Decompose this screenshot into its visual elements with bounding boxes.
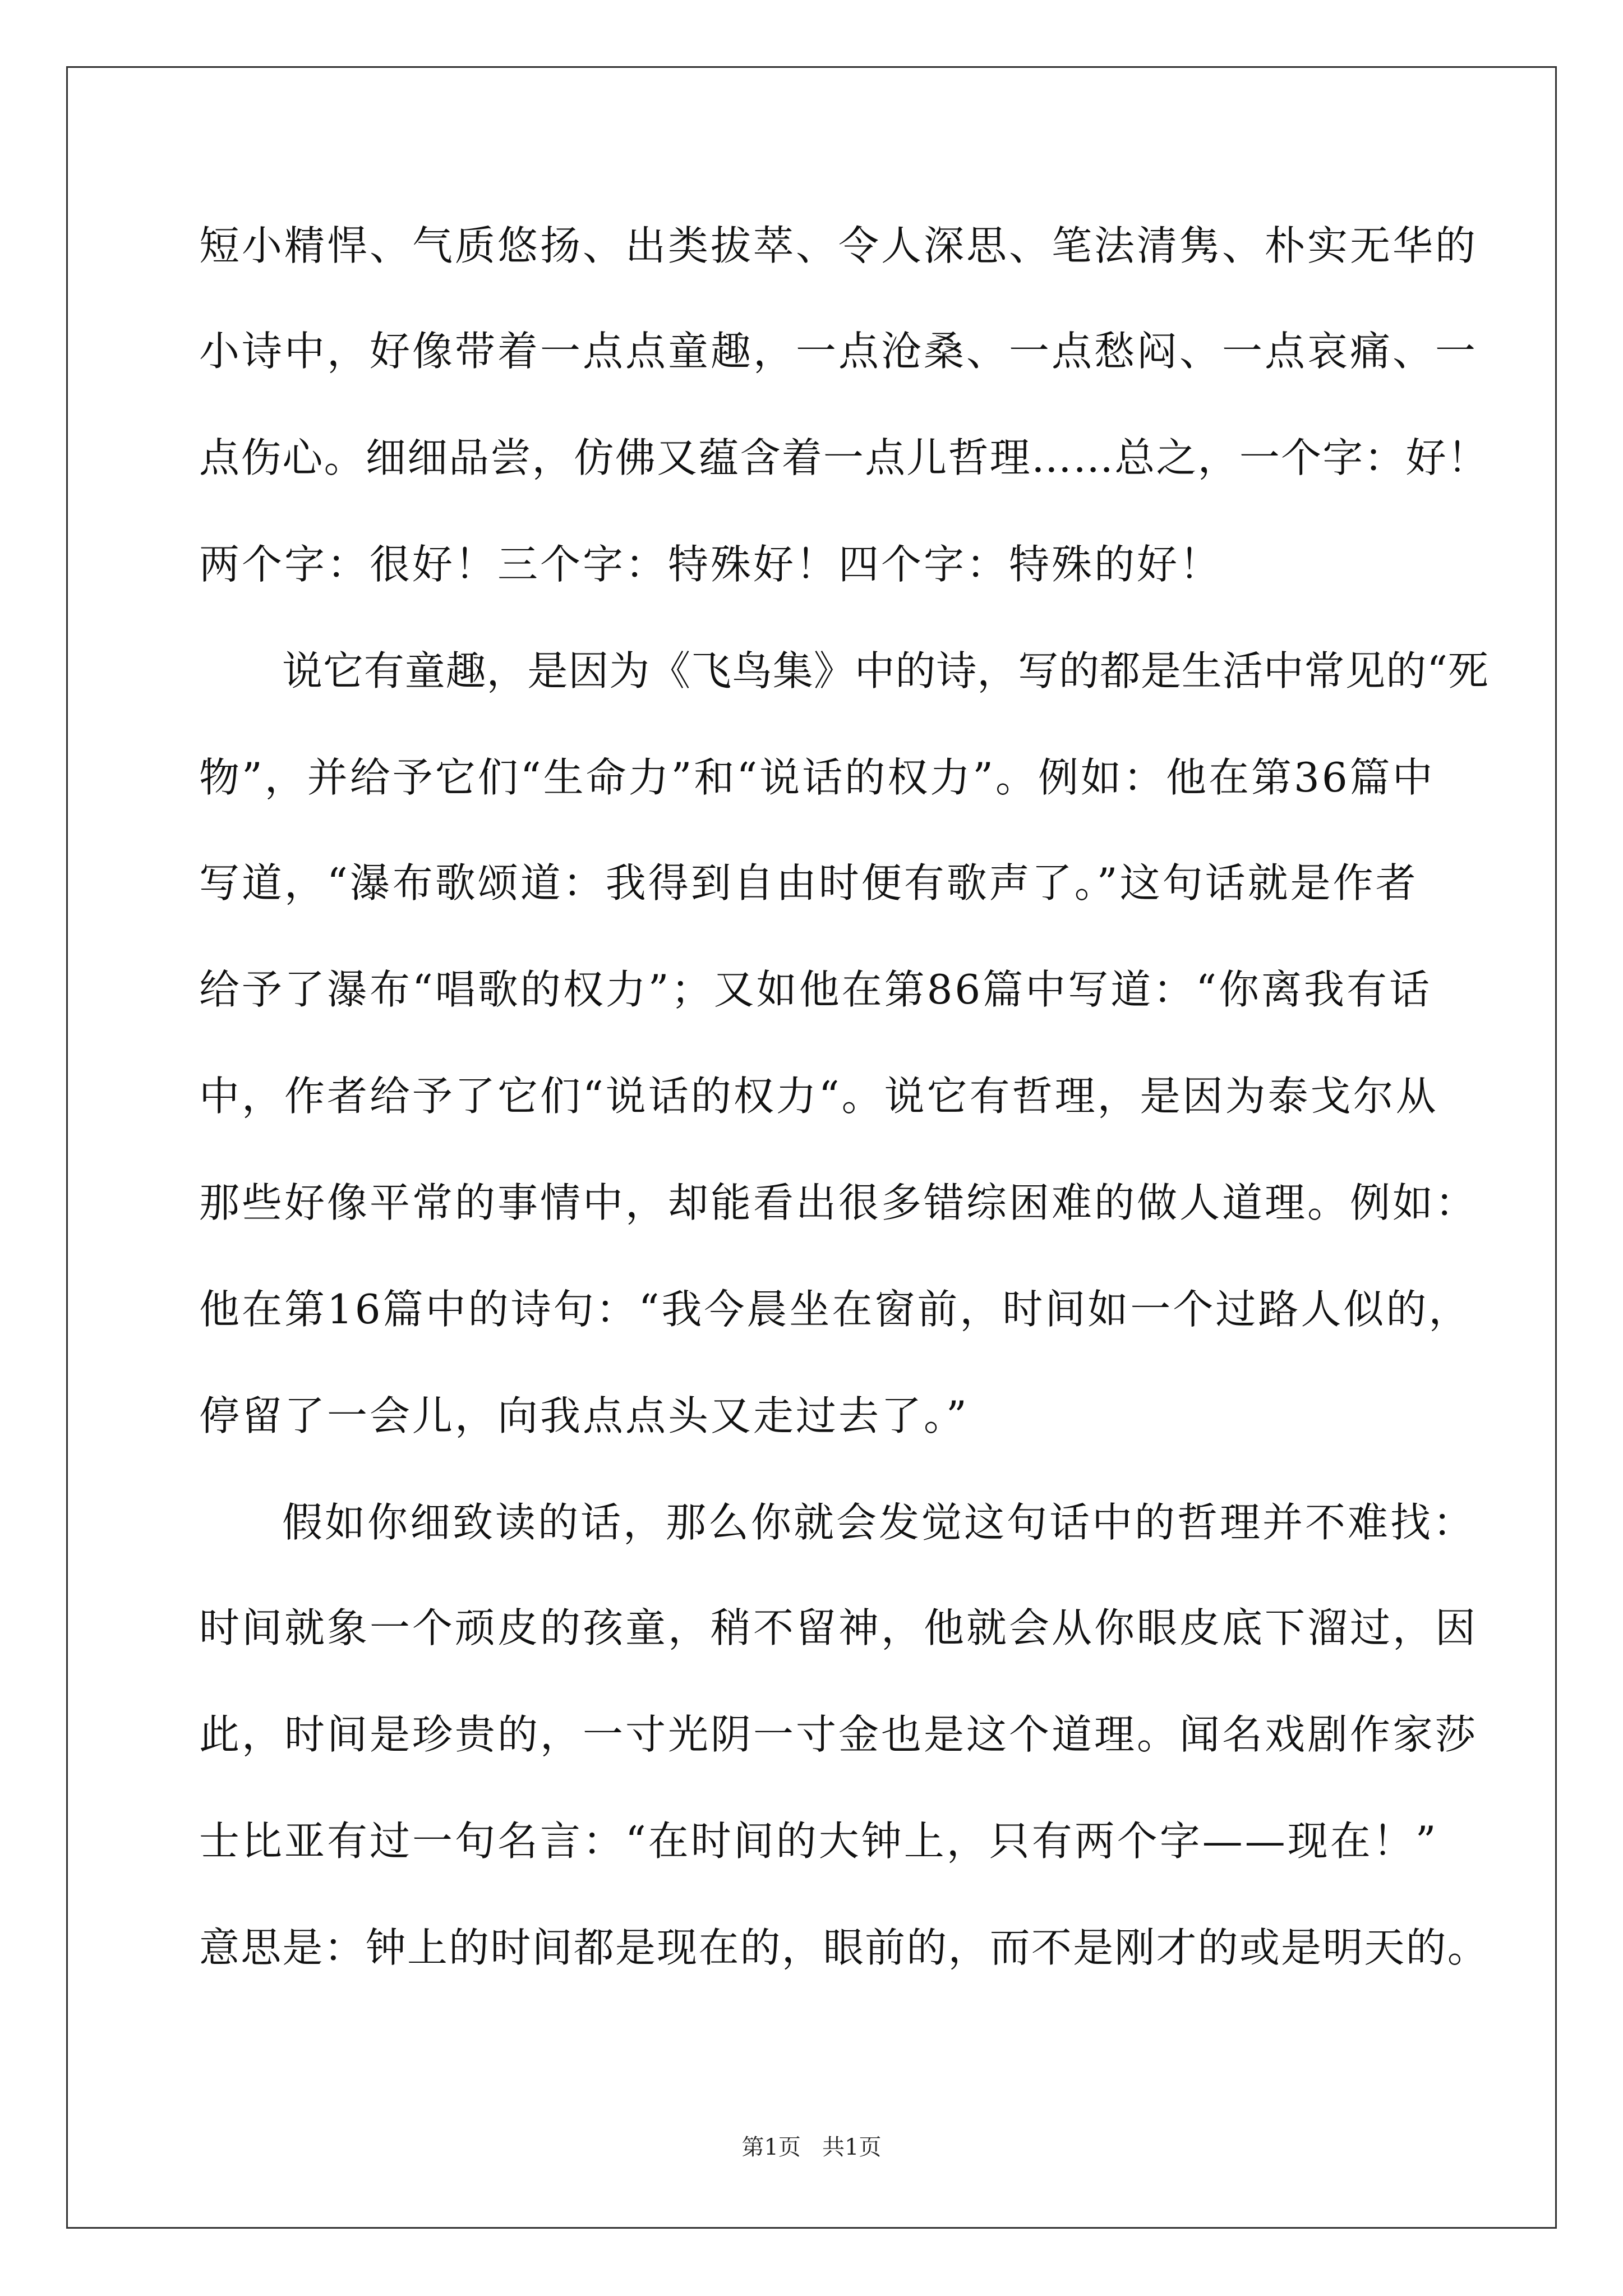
text-line: 停留了一会儿，向我点点头又走过去了。” [199, 1392, 969, 1439]
text-line: 中，作者给予了它们“说话的权力“。说它有哲理，是因为泰戈尔从 [199, 1073, 1438, 1120]
page-number-footer: 第1页 共1页 [741, 2134, 882, 2160]
text-line: 他在第16篇中的诗句：“我今晨坐在窗前，时间如一个过路人似的， [199, 1286, 1472, 1333]
text-line: 说它有童趣，是因为《飞鸟集》中的诗，写的都是生活中常见的“死 [282, 647, 1489, 694]
text-line: 意思是：钟上的时间都是现在的，眼前的，而不是刚才的或是明天的。 [199, 1924, 1490, 1971]
text-line: 假如你细致读的话，那么你就会发觉这句话中的哲理并不难找： [282, 1499, 1476, 1546]
text-line: 物”，并给予它们“生命力”和“说话的权力”。例如：他在第36篇中 [199, 754, 1435, 801]
text-line: 写道，“瀑布歌颂道：我得到自由时便有歌声了。”这句话就是作者 [199, 859, 1418, 907]
text-line: 给予了瀑布“唱歌的权力”；又如他在第86篇中写道：“你离我有话 [199, 966, 1432, 1013]
page-border [66, 66, 1557, 2229]
text-line: 短小精悍、气质悠扬、出类拔萃、令人深思、笔法清隽、朴实无华的 [199, 222, 1478, 269]
text-line: 两个字：很好！三个字：特殊好！四个字：特殊的好！ [199, 541, 1223, 588]
text-line: 那些好像平常的事情中，却能看出很多错综困难的做人道理。例如： [199, 1179, 1478, 1226]
text-line: 小诗中，好像带着一点点童趣，一点沧桑、一点愁闷、一点哀痛、一 [199, 328, 1478, 375]
text-line: 点伤心。细细品尝，仿佛又蕴含着一点儿哲理……总之，一个字：好！ [199, 434, 1490, 481]
text-line: 士比亚有过一句名言：“在时间的大钟上，只有两个字——现在！” [199, 1818, 1438, 1865]
text-line: 此，时间是珍贵的，一寸光阴一寸金也是这个道理。闻名戏剧作家莎 [199, 1711, 1478, 1758]
text-line: 时间就象一个顽皮的孩童，稍不留神，他就会从你眼皮底下溜过，因 [199, 1604, 1478, 1651]
